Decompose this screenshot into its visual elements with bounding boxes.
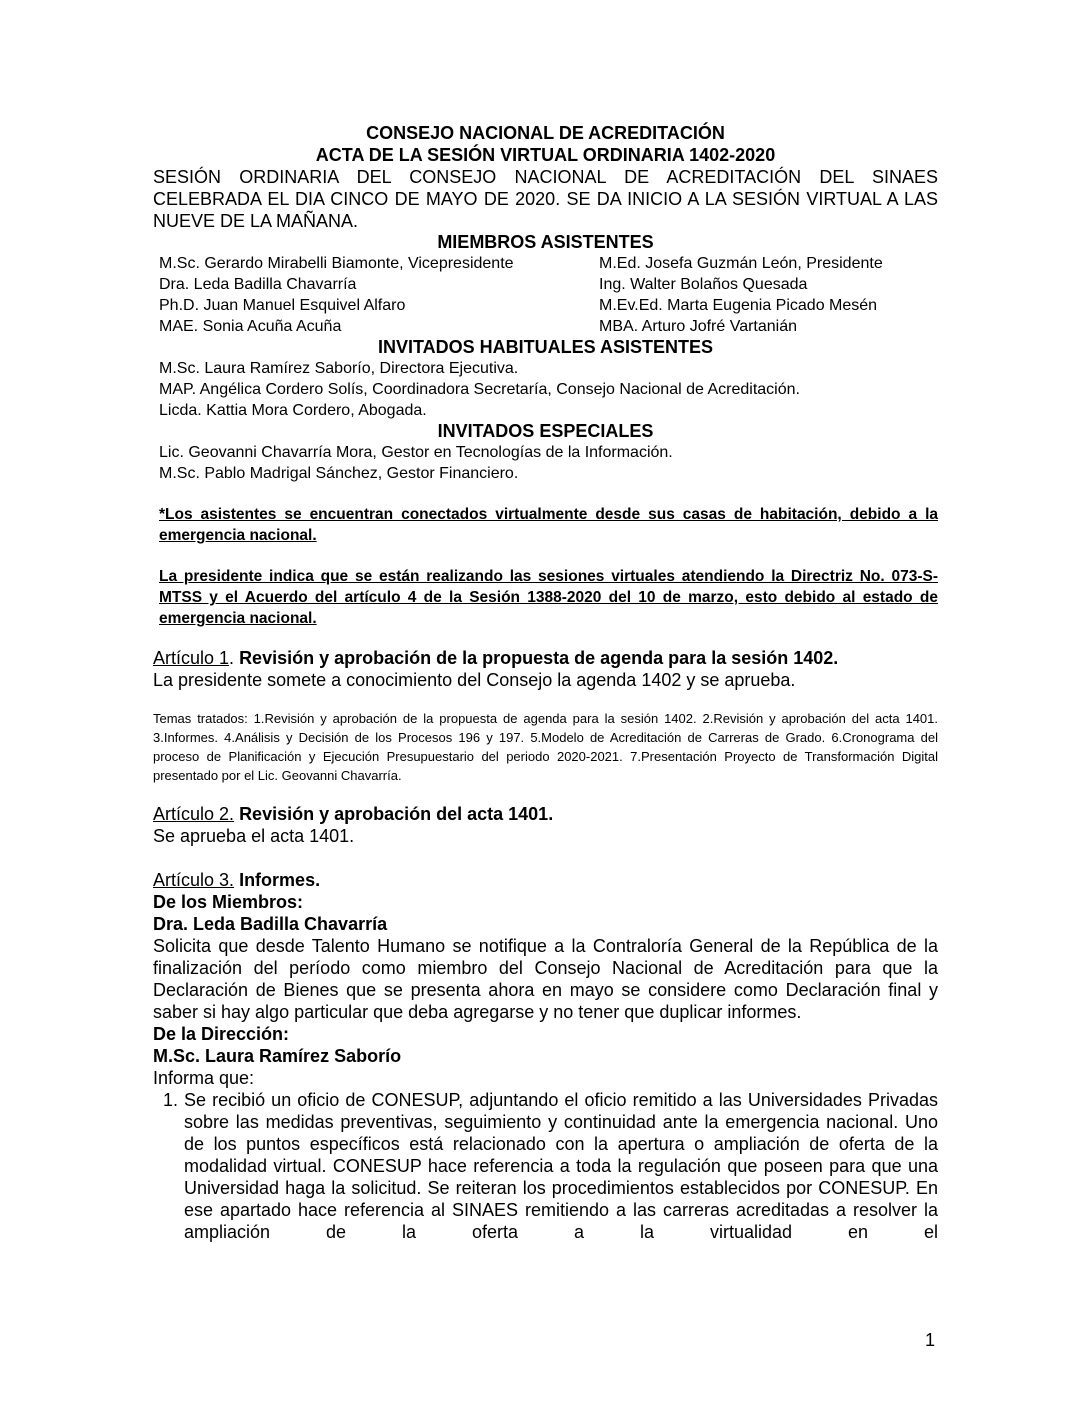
topics-discussed: Temas tratados: 1.Revisión y aprobación de la propuesta de agenda para la sesión 1402. 2.Revisión y aprobación del acta 1401. 3.Informes. 4.Análisis y Decisión de los Procesos 196 y 197. 5.Modelo de Acreditación de Carreras de Grado. 6.Cronograma del proceso de Planificación y Ejecución Presupuestario del periodo 2020-2021. 7.Presentación Proyecto de Transformación Digital presentado por el Lic. Geovanni Chavarría.: [153, 711, 938, 783]
member-item: M.Ev.Ed. Marta Eugenia Picado Mesén: [599, 297, 878, 314]
session-intro: SESIÓN ORDINARIA DEL CONSEJO NACIONAL DE ACREDITACIÓN DEL SINAES CELEBRADA EL DIA CINCO DE MAYO DE 2020. SE DA INICIO A LA SESIÓN VIRTUAL A LAS NUEVE DE LA MAÑANA.: [153, 167, 938, 231]
guest-item: Lic. Geovanni Chavarría Mora, Gestor en Tecnologías de la Información.: [159, 444, 673, 461]
direction-reports-heading: De la Dirección:: [153, 1024, 290, 1044]
member-name: Dra. Leda Badilla Chavarría: [153, 914, 388, 934]
guest-item: Licda. Kattia Mora Cordero, Abogada.: [159, 402, 427, 419]
article-1-text: La presidente somete a conocimiento del Consejo la agenda 1402 y se aprueba.: [153, 670, 796, 690]
article-3-title: Informes.: [239, 870, 321, 890]
member-item: M.Ed. Josefa Guzmán León, Presidente: [599, 255, 883, 272]
article-3: [153, 869, 938, 891]
president-notice: La presidente indica que se están realizando las sesiones virtuales atendiendo la Directriz No. 073-S-MTSS y el Acuerdo del artículo 4 de la Sesión 1388-2020 del 10 de marzo, esto debido al estado de emergencia nacional.: [159, 568, 938, 627]
regular-guests-list: [153, 358, 938, 421]
member-item: Ph.D. Juan Manuel Esquivel Alfaro: [159, 297, 406, 314]
members-list: [153, 253, 938, 337]
director-name: M.Sc. Laura Ramírez Saborío: [153, 1046, 402, 1066]
informs-label: Informa que:: [153, 1068, 255, 1088]
report-item: 1. Se recibió un oficio de CONESUP, adjuntando el oficio remitido a las Universidades Privadas sobre las medidas preventivas, seguimiento y continuidad ante la emergencia nacional. Uno de los puntos específicos está relacionado con la apertura o ampliación de oferta de la modalidad virtual. CONESUP hace referencia a toda la regulación que poseen para que una Universidad haga la solicitud. Se reiteran los procedimientos establecidos por CONESUP. En ese apartado hace referencia al SINAES remitiendo a las carreras acreditadas a resolver la ampliación de la oferta a la virtualidad en el: [183, 1089, 938, 1243]
guest-item: M.Sc. Laura Ramírez Saborío, Directora Ejecutiva.: [159, 360, 519, 377]
regular-guests-heading: INVITADOS HABITUALES ASISTENTES: [377, 337, 714, 357]
article-1-label: Artículo 1: [153, 648, 230, 668]
special-guests-list: [153, 442, 938, 484]
members-heading: MIEMBROS ASISTENTES: [437, 232, 654, 252]
council-title: CONSEJO NACIONAL DE ACREDITACIÓN: [366, 123, 725, 143]
article-1-title: Revisión y aprobación de la propuesta de agenda para la sesión 1402.: [239, 648, 839, 668]
article-1: Artículo 1. Revisión y aprobación de la propuesta de agenda para la sesión 1402.: [153, 648, 839, 668]
member-report-text: Solicita que desde Talento Humano se notifique a la Contraloría General de la República de la finalización del período como miembro del Consejo Nacional de Acreditación para que la Declaración de Bienes que se presenta ahora en mayo se considere como Declaración final y saber si hay algo particular que deba agregarse y no tener que duplicar informes.: [153, 936, 938, 1022]
virtual-attendance-notice: *Los asistentes se encuentran conectados virtualmente desde sus casas de habitación, debido a la emergencia nacional.: [159, 506, 938, 544]
member-item: M.Sc. Gerardo Mirabelli Biamonte, Vicepresidente: [159, 255, 514, 272]
report-items: [153, 1089, 938, 1243]
member-item: Ing. Walter Bolaños Quesada: [599, 276, 808, 293]
member-item: Dra. Leda Badilla Chavarría: [159, 276, 357, 293]
special-guests-heading: INVITADOS ESPECIALES: [437, 421, 654, 441]
member-item: MBA. Arturo Jofré Vartanián: [599, 318, 798, 335]
article-2: [153, 803, 938, 825]
guest-item: M.Sc. Pablo Madrigal Sánchez, Gestor Financiero.: [159, 465, 519, 482]
guest-item: MAP. Angélica Cordero Solís, Coordinadora Secretaría, Consejo Nacional de Acreditación.: [159, 381, 800, 398]
document-content: [153, 122, 938, 1243]
article-2-label: Artículo 2.: [153, 804, 235, 824]
article-3-label: Artículo 3.: [153, 870, 235, 890]
article-2-text: Se aprueba el acta 1401.: [153, 826, 355, 846]
article-2-title: Revisión y aprobación del acta 1401.: [239, 804, 554, 824]
member-item: MAE. Sonia Acuña Acuña: [159, 318, 342, 335]
acta-title: ACTA DE LA SESIÓN VIRTUAL ORDINARIA 1402-2020: [315, 145, 776, 165]
members-reports-heading: De los Miembros:: [153, 892, 304, 912]
page-number: 1: [925, 1330, 936, 1350]
